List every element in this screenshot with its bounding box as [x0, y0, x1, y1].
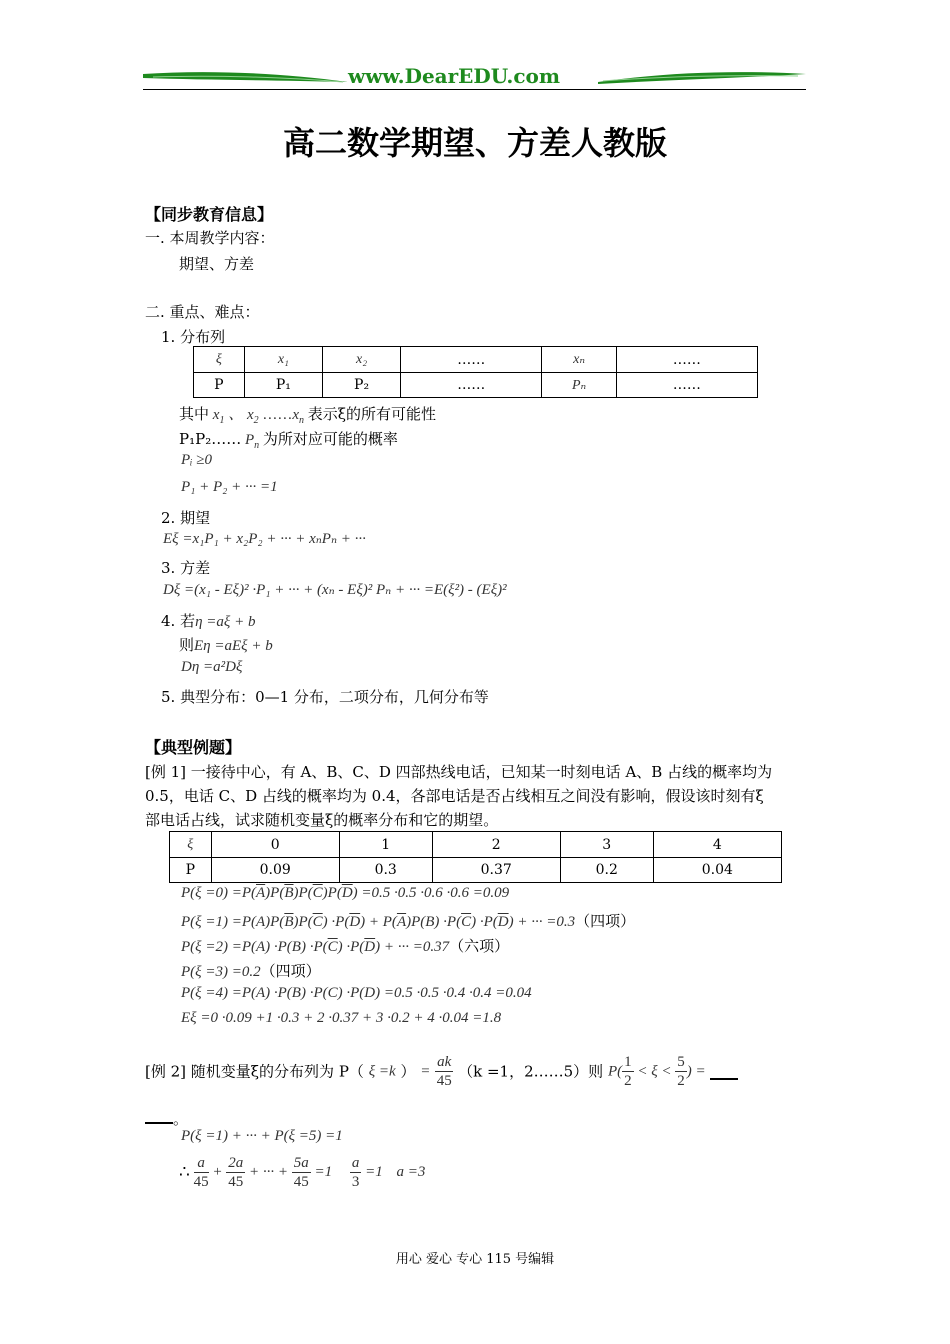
solution-lhs: P(ξ =2) =: [181, 939, 242, 955]
ex2-ask-suffix: ) =: [686, 1063, 706, 1080]
header-banner: [143, 62, 806, 92]
ex2-fraction: $\frac{ak}{45}$: [436, 1054, 452, 1089]
x-values: $x_1$ 、 $x_2$ $\dots\dots x_n$: [209, 407, 305, 426]
ex2-ask-mid: < ξ <: [633, 1063, 676, 1080]
ex2-ask-frac2: $\frac{5}{2}$: [677, 1054, 685, 1089]
solution-note: （四项）: [575, 914, 636, 930]
site-logo: www.DearEDU.com: [348, 64, 561, 88]
example1-table: [169, 831, 782, 883]
table-cell: 0.04: [653, 858, 781, 883]
linear-then-formula: Eη =aEξ + b: [194, 638, 273, 654]
solution-lhs: P(ξ =3) =0.2: [181, 964, 261, 980]
ex1-solution-line-1: $P(\xi =1) =P(A)P(\overline{B})P(\overline{C}) \cdot P(\overline{D}) + P(\overline{A})P(B) \cdot P(\overline{C}) \cdot P(\overline{D})$ + ··· =0.3（四项）: [181, 914, 636, 930]
item1-label: 一. 本周教学内容：: [145, 229, 275, 247]
solution-rhs: + ··· =0.3: [513, 914, 576, 930]
ex1-line-3: 部电话占线，试求随机变量ξ的概率分布和它的期望。: [145, 811, 499, 829]
table-cell: 0.37: [432, 858, 560, 883]
table-cell: xₙ: [542, 347, 616, 373]
ex1-solution-line-3: [181, 960, 321, 981]
table-row: [170, 832, 782, 858]
table-cell: Pₙ: [542, 373, 616, 398]
table-cell: P₁: [244, 373, 322, 398]
variance-formula: Dξ =(x₁ - Eξ)² ·P₁ + ··· + (xₙ - Eξ)² Pₙ + ··· =E(ξ²) - (Eξ)²: [163, 582, 507, 598]
item1-content: 期望、方差: [179, 255, 255, 273]
point-5-label: 5. 典型分布：0—1 分布，二项分布，几何分布等: [161, 688, 489, 706]
page-title: 高二数学期望、方差人教版: [282, 124, 667, 162]
ex2-range: （k =1，2……5）则: [458, 1062, 604, 1081]
note1-suffix: 表示ξ的所有可能性: [307, 405, 437, 423]
note2-prefix: P₁P₂……: [179, 430, 242, 448]
point-4: [161, 610, 255, 631]
sol-frac-2: $\frac{2a}{45}$: [228, 1155, 244, 1190]
solution-note: （四项）: [260, 964, 321, 980]
table-cell: 0: [211, 832, 339, 858]
answer-blank[interactable]: [710, 1064, 738, 1080]
linear-if: η =aξ + b: [195, 614, 256, 630]
ex2-question: [例 2] 随机变量ξ的分布列为 P（ ξ =k ） = $\frac{ak}{45}$ （k =1，2……5）则 P( $\frac{1}{2}$ < ξ < $\frac{5}{2}$ ) =: [145, 1053, 738, 1090]
table-cell: 1: [339, 832, 432, 858]
header-leaf-right-icon: [598, 68, 806, 88]
ex1-solution-line-2: $P(\xi =2) =P(A) \cdot P(B) \cdot P(\overline{C}) \cdot P(\overline{D})$ + ··· =0.37（六项）: [181, 939, 510, 955]
table-cell: P: [170, 858, 212, 883]
condition-nonnegative: Pᵢ ≥0: [181, 452, 213, 468]
expectation-formula: Eξ =x₁P₁ + x₂P₂ + ··· + xₙPₙ + ···: [163, 531, 366, 547]
table-cell: ……: [401, 373, 542, 398]
linear-then: [179, 634, 273, 655]
ex2-ask-prefix: P(: [607, 1063, 623, 1080]
sol-frac-3: $\frac{5a}{45}$: [293, 1155, 309, 1190]
point-1-label: 1. 分布列: [161, 328, 226, 346]
sol-end-1: =1: [365, 1164, 383, 1180]
table-cell: 0.3: [339, 858, 432, 883]
note2-suffix: 为所对应可能的概率: [262, 430, 398, 448]
table-row: [194, 347, 758, 373]
table-cell: 0.09: [211, 858, 339, 883]
table-cell: 0.2: [560, 858, 653, 883]
note-probabilities: [179, 428, 398, 451]
distribution-table: [193, 346, 758, 398]
table-cell: x₁: [244, 347, 322, 373]
note-possibilities: [179, 403, 436, 426]
ex1-solution-line-4: P(ξ =4) =P(A) ·P(B) ·P(C) ·P(D) =0.5 ·0.5 ·0.4 ·0.4 =0.04: [181, 985, 532, 1001]
table-row: [194, 373, 758, 398]
therefore-symbol: ∴: [179, 1162, 190, 1182]
table-cell: ……: [616, 373, 757, 398]
ex2-mid: ）: [400, 1062, 416, 1081]
ex2-blank-continuation: [145, 1108, 188, 1129]
table-cell: P: [194, 373, 245, 398]
point-3-label: 3. 方差: [161, 559, 211, 577]
ex2-ask-frac1: $\frac{1}{2}$: [624, 1054, 632, 1089]
sol-frac-4: $\frac{a}{3}$: [351, 1155, 360, 1190]
item2-label: 二. 重点、难点：: [145, 303, 260, 321]
note1-prefix: 其中: [179, 405, 210, 423]
ex2-blank-end: 。: [173, 1110, 189, 1128]
sol-mid: =1: [314, 1164, 333, 1180]
solution-rhs: =0.5 ·0.5 ·0.6 ·0.6 =0.09: [357, 885, 510, 901]
table-row: [170, 858, 782, 883]
header-rule: [143, 89, 806, 90]
table-cell: 2: [432, 832, 560, 858]
linear-variance: Dη =a²Dξ: [181, 659, 243, 675]
ex1-line-2: 0.5，电话 C、D 占线的概率均为 0.4，各部电话是否占线相互之间没有影响，假设该时刻有ξ: [145, 787, 764, 805]
point-4-label: 4. 若: [161, 612, 196, 630]
condition-sum: P₁ + P₂ + ··· =1: [181, 479, 278, 495]
ex2-prefix: [例 2] 随机变量ξ的分布列为 P（: [145, 1062, 364, 1081]
ex2-solution-1: P(ξ =1) + ··· + P(ξ =5) =1: [181, 1128, 343, 1144]
table-cell: ……: [616, 347, 757, 373]
solution-note: （六项）: [449, 939, 510, 955]
ex2-solution-2: ∴ $\frac{a}{45}$ + $\frac{2a}{45}$ + ··· + $\frac{5a}{45}$ =1 $\frac{a}{3}$ =1 a =3: [179, 1155, 426, 1190]
sol-frac-1: $\frac{a}{45}$: [193, 1155, 209, 1190]
ex1-solution-line-5: Eξ =0 ·0.09 +1 ·0.3 + 2 ·0.37 + 3 ·0.2 + 4 ·0.04 =1.8: [181, 1010, 502, 1026]
solution-rhs: + ··· =0.37: [380, 939, 450, 955]
point-2-label: 2. 期望: [161, 509, 211, 527]
table-cell: P₂: [322, 373, 400, 398]
answer-blank-end: [145, 1108, 173, 1124]
solution-lhs: P(ξ =1) =: [181, 914, 242, 930]
table-cell: ξ: [194, 347, 245, 373]
table-cell: 4: [653, 832, 781, 858]
page-footer: 用心 爱心 专心 115 号编辑: [395, 1252, 555, 1267]
section-heading-sync: 【同步教育信息】: [145, 205, 274, 224]
solution-lhs: P(ξ =0) =: [181, 885, 242, 901]
ex1-line-1: [例 1] 一接待中心，有 A、B、C、D 四部热线电话，已知某一时刻电话 A、B 占线的概率均为: [145, 763, 773, 781]
ex2-cond: ξ =k: [368, 1063, 396, 1080]
table-cell: ξ: [170, 832, 212, 858]
sol-end-2: a =3: [396, 1164, 426, 1180]
ex1-solution-line-0: $P(\xi =0) =P(\overline{A})P(\overline{B})P(\overline{C})P(\overline{D}) =0.5 \cdot 0.5 \cdot 0.6 \cdot 0.6 =0.09$: [181, 885, 510, 901]
table-cell: 3: [560, 832, 653, 858]
table-cell: ……: [401, 347, 542, 373]
linear-then-prefix: 则: [179, 636, 195, 654]
pn-symbol: $P_n$: [241, 432, 260, 451]
header-leaf-left-icon: [143, 68, 353, 88]
table-cell: x₂: [322, 347, 400, 373]
section-heading-examples: 【典型例题】: [145, 738, 242, 757]
